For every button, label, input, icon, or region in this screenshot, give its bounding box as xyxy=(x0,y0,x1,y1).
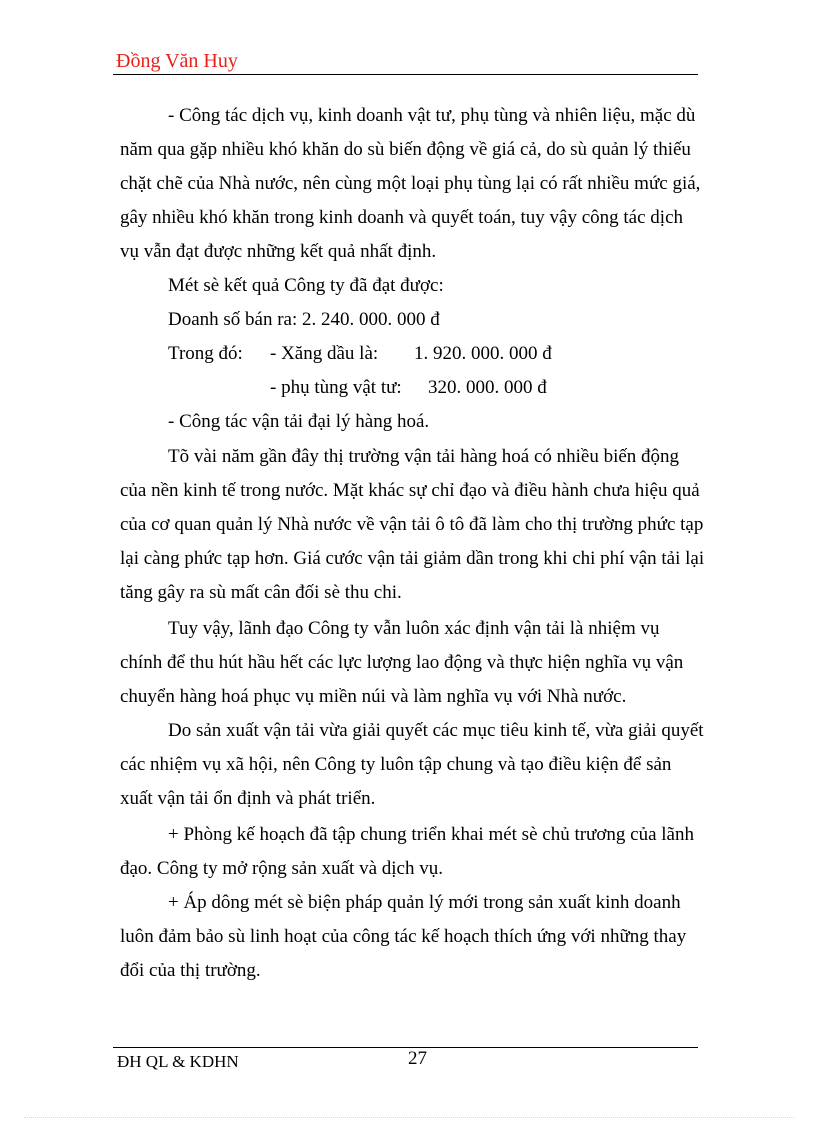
text-line: + Phòng kế hoạch đã tập chung triển khai mét sè chủ trương của lãnh xyxy=(168,824,694,845)
breakdown-value-parts: 320. 000. 000 đ xyxy=(428,377,547,398)
text-line: Tõ vài năm gần đây thị trường vận tải hàng hoá có nhiều biến động xyxy=(168,446,680,467)
text-line: - Công tác dịch vụ, kinh doanh vật tư, phụ tùng và nhiên liệu, mặc dù xyxy=(168,105,696,126)
text-line: tăng gây ra sù mất cân đối sè thu chi. xyxy=(120,582,402,603)
text-line: chính để thu hút hầu hết các lực lượng lao động và thực hiện nghĩa vụ vận xyxy=(120,652,684,673)
text-line: + Áp dông mét sè biện pháp quản lý mới trong sản xuất kinh doanh xyxy=(168,892,681,913)
header-divider xyxy=(113,74,698,75)
text-line: - Công tác vận tải đại lý hàng hoá. xyxy=(168,411,430,432)
text-line: chặt chẽ của Nhà nước, nên cùng một loại phụ tùng lại có rất nhiều mức giá, xyxy=(120,173,701,194)
text-line: xuất vận tải ổn định và phát triển. xyxy=(120,788,376,809)
text-line: vụ vẫn đạt được những kết quả nhất định. xyxy=(120,241,437,262)
footer-label: ĐH QL & KDHN xyxy=(117,1052,239,1071)
text-line: lại càng phức tạp hơn. Giá cước vận tải giảm dần trong khi chi phí vận tải lại xyxy=(120,548,705,569)
text-line: các nhiệm vụ xã hội, nên Công ty luôn tập chung và tạo điều kiện để sản xyxy=(120,754,672,775)
breakdown-item-parts: - phụ tùng vật tư: xyxy=(270,377,402,398)
text-line: của nền kinh tế trong nước. Mặt khác sự chỉ đạo và điều hành chưa hiệu quả xyxy=(120,480,700,501)
text-line: chuyển hàng hoá phục vụ miền núi và làm nghĩa vụ với Nhà nước. xyxy=(120,686,627,707)
text-line: Mét sè kết quả Công ty đã đạt được: xyxy=(168,275,444,296)
text-line: Tuy vậy, lãnh đạo Công ty vẫn luôn xác định vận tải là nhiệm vụ xyxy=(168,618,660,639)
text-line: Do sản xuất vận tải vừa giải quyết các mục tiêu kinh tế, vừa giải quyết xyxy=(168,720,704,741)
text-line: đạo. Công ty mở rộng sản xuất và dịch vụ. xyxy=(120,858,443,879)
text-line: gây nhiều khó khăn trong kinh doanh và quyết toán, tuy vậy công tác dịch xyxy=(120,207,684,228)
page-number: 27 xyxy=(408,1048,427,1069)
header-author: Đồng Văn Huy xyxy=(116,50,238,72)
footer-divider xyxy=(113,1047,698,1048)
text-line: của cơ quan quản lý Nhà nước về vận tải ô tô đã làm cho thị trường phức tạp xyxy=(120,514,704,535)
breakdown-label: Trong đó: xyxy=(168,343,243,364)
text-line: đổi của thị trường. xyxy=(120,960,261,981)
breakdown-item-fuel: - Xăng dầu là: xyxy=(270,343,379,364)
text-line: Doanh số bán ra: 2. 240. 000. 000 đ xyxy=(168,309,440,330)
breakdown-value-fuel: 1. 920. 000. 000 đ xyxy=(414,343,552,364)
text-line: luôn đảm bảo sù linh hoạt của công tác kế hoạch thích ứng với những thay xyxy=(120,926,687,947)
page-edge-dotted-line xyxy=(24,1117,794,1118)
text-line: năm qua gặp nhiều khó khăn do sù biến động về giá cả, do sù quản lý thiếu xyxy=(120,139,691,160)
